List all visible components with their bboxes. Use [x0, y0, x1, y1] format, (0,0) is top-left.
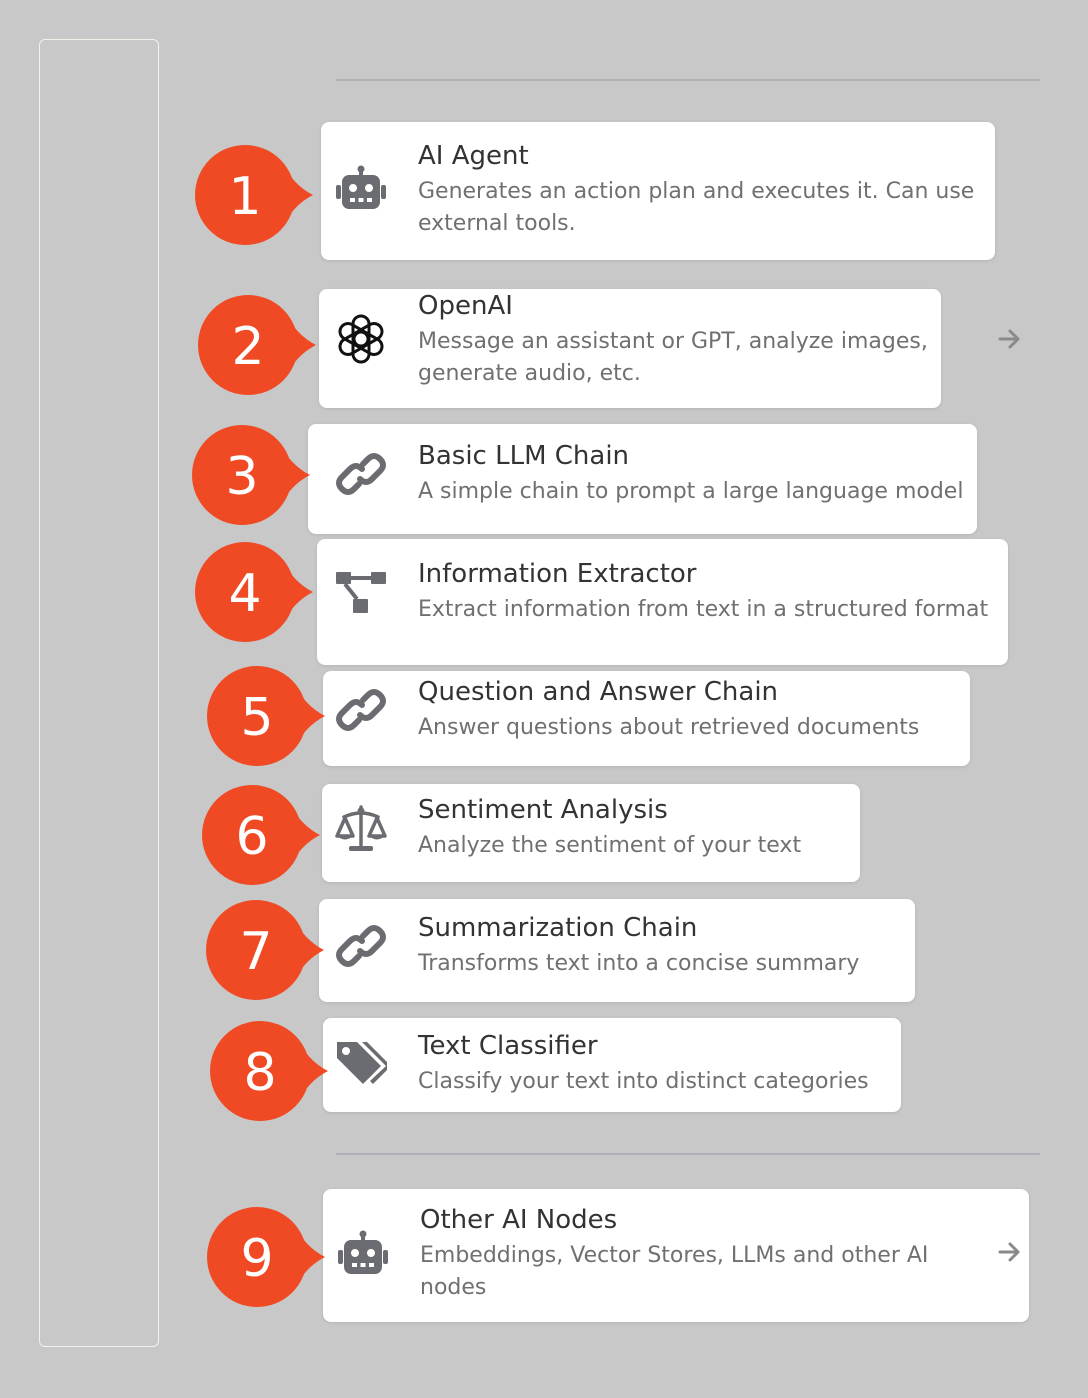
node-description: Transforms text into a concise summary — [418, 951, 860, 976]
callout-badge — [195, 145, 313, 245]
svg-text:6: 6 — [235, 807, 269, 867]
arrow-right-icon[interactable] — [998, 1242, 1022, 1262]
node-description: nodes — [420, 1275, 487, 1300]
callout-badge — [210, 1021, 328, 1121]
project-diagram-icon — [335, 566, 387, 618]
arrow-right-icon[interactable] — [998, 329, 1022, 349]
robot-icon — [335, 165, 387, 217]
link-icon — [335, 920, 387, 972]
node-title: Summarization Chain — [418, 913, 698, 943]
node-title: Basic LLM Chain — [418, 441, 630, 471]
svg-text:7: 7 — [239, 922, 273, 982]
node-title: Text Classifier — [418, 1031, 598, 1061]
svg-text:8: 8 — [243, 1043, 277, 1103]
node-description: Classify your text into distinct categories — [418, 1069, 869, 1094]
tags-icon — [335, 1038, 387, 1090]
node-description: Generates an action plan and executes it. Can use — [418, 179, 975, 204]
svg-text:4: 4 — [228, 564, 262, 624]
node-description: Analyze the sentiment of your text — [418, 833, 802, 858]
svg-text:2: 2 — [231, 317, 265, 377]
node-description: Message an assistant or GPT, analyze images, — [418, 329, 928, 354]
callout-number: 1 — [228, 167, 262, 227]
node-title: Question and Answer Chain — [418, 677, 779, 707]
node-title: Information Extractor — [418, 559, 697, 589]
svg-text:3: 3 — [225, 447, 259, 507]
callout-badge — [206, 900, 324, 1000]
left-sidebar-panel — [39, 39, 159, 1347]
node-description: A simple chain to prompt a large language model — [418, 479, 964, 504]
robot-icon — [337, 1230, 389, 1282]
node-title: AI Agent — [418, 141, 529, 171]
svg-text:9: 9 — [240, 1229, 274, 1289]
node-title: Other AI Nodes — [420, 1205, 618, 1235]
link-icon — [335, 448, 387, 500]
top-divider — [336, 79, 1040, 81]
callout-badge — [207, 1207, 325, 1307]
node-description: Extract information from text in a structured format — [418, 597, 989, 622]
svg-text:5: 5 — [240, 688, 274, 748]
node-description: generate audio, etc. — [418, 361, 641, 386]
callout-badge — [195, 542, 313, 642]
openai-logo-icon — [335, 313, 387, 365]
node-title: OpenAI — [418, 291, 513, 321]
node-description: Answer questions about retrieved documents — [418, 715, 920, 740]
bottom-divider — [336, 1153, 1040, 1155]
node-description: Embeddings, Vector Stores, LLMs and other AI — [420, 1243, 929, 1268]
node-title: Sentiment Analysis — [418, 795, 668, 825]
balance-scale-icon — [335, 803, 387, 855]
callout-badge — [202, 785, 320, 885]
callout-badge — [207, 666, 325, 766]
callout-badge — [192, 425, 310, 525]
link-icon — [335, 684, 387, 736]
node-description: external tools. — [418, 211, 576, 236]
callout-badge — [198, 295, 316, 395]
